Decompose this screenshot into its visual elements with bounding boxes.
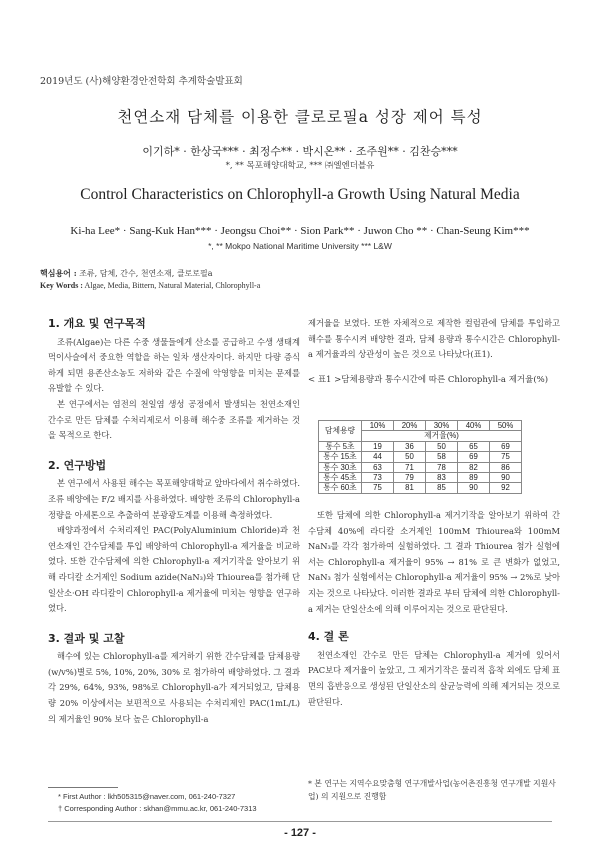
table-cell: 65 xyxy=(458,441,490,451)
section-4-heading: 4. 결 론 xyxy=(308,630,349,644)
footnote-corresponding-author: † Corresponding Author : skhan@mmu.ac.kr, 061-240-7313 xyxy=(58,804,257,813)
page-divider xyxy=(48,821,552,822)
table-cell: 78 xyxy=(426,462,458,472)
table-cell: 58 xyxy=(426,452,458,462)
section-2-paragraph-2: 배양과정에서 수처리제인 PAC(PolyAluminium Chloride)과 천연소재인 간수담체를 투입 배양하여 Chlorophyll-a 제거율을 비교하였다. 또한 간수담체에 의한 Chlorophyll-a 제거기작을 알아보기 위해 라디칼 소거제인 Sodium azide(NaN₃)와 Thiourea를 첨가해 단일산소·OH 라디칼이 Chlorophyll-a 제거율에 미치는 영향을 연구하였다. xyxy=(48,525,300,614)
title-english: Control Characteristics on Chlorophyll-a Growth Using Natural Media xyxy=(80,186,520,203)
footnote-first-author: * First Author : lkh505315@naver.com, 061-240-7327 xyxy=(58,792,236,801)
footnote-divider xyxy=(48,787,118,788)
authors-english: Ki-ha Lee* · Sang-Kuk Han*** · Jeongsu Choi** · Sion Park** · Juwon Cho ** · Chan-Seung Kim*** xyxy=(70,225,530,237)
affiliation-english: *, ** Mokpo National Maritime University *** L&W xyxy=(208,241,392,251)
table-caption: < 표1 >담체용량과 통수시간에 따른 Chlorophyll-a 제거율(%) xyxy=(308,374,549,385)
table-col-header: 50% xyxy=(490,421,522,431)
section-3-paragraph-1: 해수에 있는 Chlorophyll-a를 제거하기 위한 간수담체를 담체용량(w/v%)별로 5%, 10%, 20%, 30% 로 첨가하여 배양하였다. 그 결과 각 29%, 64%, 93%, 98%로 Chlorophyll-a가 제거되었고, 담체용량 20% 이상에서는 보편적으로 사용되는 수처리제인 PAC(1mL/L)의 제거율인 90% 보다 높은 Chlorophyll-a xyxy=(48,651,300,724)
right-column-lower xyxy=(308,508,560,710)
table-1 xyxy=(318,420,522,494)
table-cell: 82 xyxy=(458,462,490,472)
section-2-paragraph-1: 본 연구에서 사용된 해수는 목포해양대학교 앞바다에서 취수하였다. 조류 배양에는 F/2 배지를 사용하였다. 배양한 조류의 Chlorophyll-a정량을 아세톤으로 추출하여 분광광도계를 이용해 측정하였다. xyxy=(48,478,300,520)
keywords-english-text: Algae, Media, Bittern, Natural Material, Chlorophyll-a xyxy=(84,281,261,290)
section-2-heading: 2. 연구방법 xyxy=(48,458,107,472)
table-row-label: 통수 15초 xyxy=(319,452,362,462)
table-cell: 86 xyxy=(490,462,522,472)
table-cell: 50 xyxy=(394,452,426,462)
table-row-label: 통수 60초 xyxy=(319,483,362,493)
table-row-label: 통수 30초 xyxy=(319,462,362,472)
table-cell: 90 xyxy=(490,473,522,483)
section-1-heading: 1. 개요 및 연구목적 xyxy=(48,317,146,330)
table-row-label: 통수 45초 xyxy=(319,473,362,483)
funding-note: * 본 연구는 지역수요맞춤형 연구개발사업(농어촌진흥청 연구개발 지원사업) 의 지원으로 진행함 xyxy=(308,779,556,801)
keywords-korean xyxy=(40,268,213,279)
title-korean: 천연소재 담체를 이용한 클로로필a 성장 제어 특성 xyxy=(117,108,483,126)
right-column xyxy=(308,316,560,388)
conference-name: 2019년도 (사)해양환경안전학회 추계학술발표회 xyxy=(40,76,243,87)
keywords-korean-text: 조류, 담체, 간수, 천연소재, 클로로필a xyxy=(79,269,213,278)
page-number: - 127 - xyxy=(284,827,316,839)
thiourea-paragraph: 또한 담체에 의한 Chlorophyll-a 제거기작을 알아보기 위하여 간수담체 40%에 라디칼 소거제인 100mM Thiourea와 100mM NaN₃를 각각 첨가하여 실험하였다. 그 결과 Thiourea 첨가 실험에서는 Chlorophyll-a 제거율이 95% → 81% 로 큰 변화가 없었고, NaN₃ 첨가 실험에서는 Chlorophyll-a 제거율이 95% → 2%로 낮아지는 것으로 나타났다. 이러한 결과로 부터 담체에 의한 Chlorophyll-a 제거는 단일산소에 의해 이루어지는 것으로 판단된다. xyxy=(308,510,560,614)
table-cell: 81 xyxy=(394,483,426,493)
table-cell: 75 xyxy=(490,452,522,462)
keywords-english-label: Key Words : xyxy=(40,281,83,290)
table-cell: 83 xyxy=(426,473,458,483)
table-cell: 50 xyxy=(426,441,458,451)
table-cell: 73 xyxy=(362,473,394,483)
table-cell: 75 xyxy=(362,483,394,493)
table-unit-header: 제거율(%) xyxy=(362,431,522,441)
table-cell: 19 xyxy=(362,441,394,451)
table-col-header: 40% xyxy=(458,421,490,431)
table-row xyxy=(319,473,522,483)
table-cell: 71 xyxy=(394,462,426,472)
keywords-korean-label: 핵심용어 : xyxy=(40,268,77,278)
section-3-heading: 3. 결과 및 고찰 xyxy=(48,631,125,645)
table-cell: 89 xyxy=(458,473,490,483)
table-row xyxy=(319,441,522,451)
table-cell: 69 xyxy=(458,452,490,462)
left-column xyxy=(48,316,300,727)
table-col-header: 20% xyxy=(394,421,426,431)
table-row xyxy=(319,462,522,472)
section-1-paragraph-2: 본 연구에서는 염전의 천일염 생성 공정에서 발생되는 천연소재인 간수로 만든 담체를 수처리제로서 이용해 해수중 조류를 제거하는 것을 목적으로 한다. xyxy=(48,398,300,441)
table-col-header: 10% xyxy=(362,421,394,431)
section-3-paragraph-continued: 제거율을 보였다. 또한 자체적으로 제작한 컬럼관에 담체를 투입하고 해수를 통수시켜 배양한 결과, 담체 용량과 통수시간은 Chlorophyll-a 제거율과의 상관성이 높은 것으로 나타났다(표1). xyxy=(308,318,560,360)
table-cell: 79 xyxy=(394,473,426,483)
keywords-english xyxy=(40,281,260,290)
section-1-paragraph-1: 조류(Algae)는 다른 수중 생물들에게 산소를 공급하고 수생 생태계 먹이사슬에서 중요한 역할을 하는 일차 생산자이다. 하지만 다량 증식하게 되면 용존산소농도 저하와 같은 수질에 악영향을 미치는 문제를 유발할 수 있다. xyxy=(48,336,300,394)
table-row-label: 통수 5초 xyxy=(319,441,362,451)
table-cell: 44 xyxy=(362,452,394,462)
table-col-header: 30% xyxy=(426,421,458,431)
affiliation-korean: *, ** 목포해양대학교, *** ㈜엘엔더블유 xyxy=(225,161,375,171)
table-cell: 92 xyxy=(490,483,522,493)
table-cell: 36 xyxy=(394,441,426,451)
table-cell: 69 xyxy=(490,441,522,451)
table-cell: 63 xyxy=(362,462,394,472)
table-corner: 담체용량 xyxy=(319,421,362,442)
table-row xyxy=(319,483,522,493)
table-row xyxy=(319,452,522,462)
table-cell: 85 xyxy=(426,483,458,493)
authors-korean: 이기하* · 한상국*** · 최정수** · 박시온** · 조주원** · 김찬승*** xyxy=(142,145,458,158)
table-cell: 90 xyxy=(458,483,490,493)
section-4-paragraph-1: 천연소재인 간수로 만든 담체는 Chlorophyll-a 제거에 있어서 PAC보다 제거율이 높았고, 그 제거기작은 물리적 흡착 외에도 담체 표면의 흡반응으로 생성된 단일산소의 살균능력에 의해 제거되는 것으로 판단된다. xyxy=(308,649,560,707)
